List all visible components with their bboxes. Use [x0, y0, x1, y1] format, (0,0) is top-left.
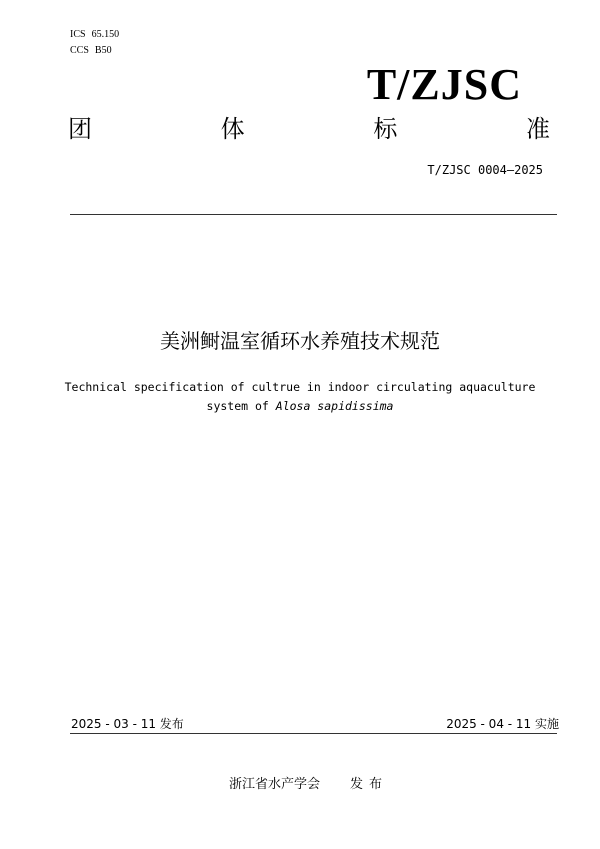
- species-name: Alosa sapidissima: [275, 399, 394, 413]
- standard-type-char: 准: [525, 115, 550, 143]
- standard-type-char: 团: [68, 115, 92, 143]
- issuer-organization: 浙江省水产学会: [229, 777, 321, 792]
- ccs-label: CCS: [70, 45, 89, 56]
- bottom-divider: [70, 733, 557, 734]
- standard-type-char: 体: [220, 115, 245, 143]
- implement-date: 2025 - 04 - 11 实施: [446, 717, 559, 731]
- chinese-title: 美洲鲥温室循环水养殖技术规范: [160, 329, 440, 353]
- english-title-line2: [50, 397, 550, 416]
- ics-label: ICS: [70, 29, 86, 40]
- ccs-value: B50: [94, 45, 112, 56]
- english-title-line1: Technical specification of cultrue in indoor circulating aquaculture: [64, 380, 536, 394]
- standard-type-char: 标: [373, 115, 398, 143]
- ics-code: [70, 29, 119, 41]
- english-title: [50, 378, 550, 416]
- ics-value: 65.150: [91, 29, 120, 40]
- top-divider: [70, 214, 557, 215]
- issuer-line: [229, 776, 388, 794]
- standard-number: T/ZJSC 0004—2025: [427, 163, 543, 177]
- ccs-code: [70, 45, 112, 57]
- english-title-prefix: system of: [206, 399, 276, 413]
- standard-type-heading: [68, 114, 550, 144]
- standard-logo: T/ZJSC: [366, 60, 522, 109]
- issuer-action: 发布: [350, 777, 389, 792]
- publish-date: 2025 - 03 - 11 发布: [71, 717, 184, 731]
